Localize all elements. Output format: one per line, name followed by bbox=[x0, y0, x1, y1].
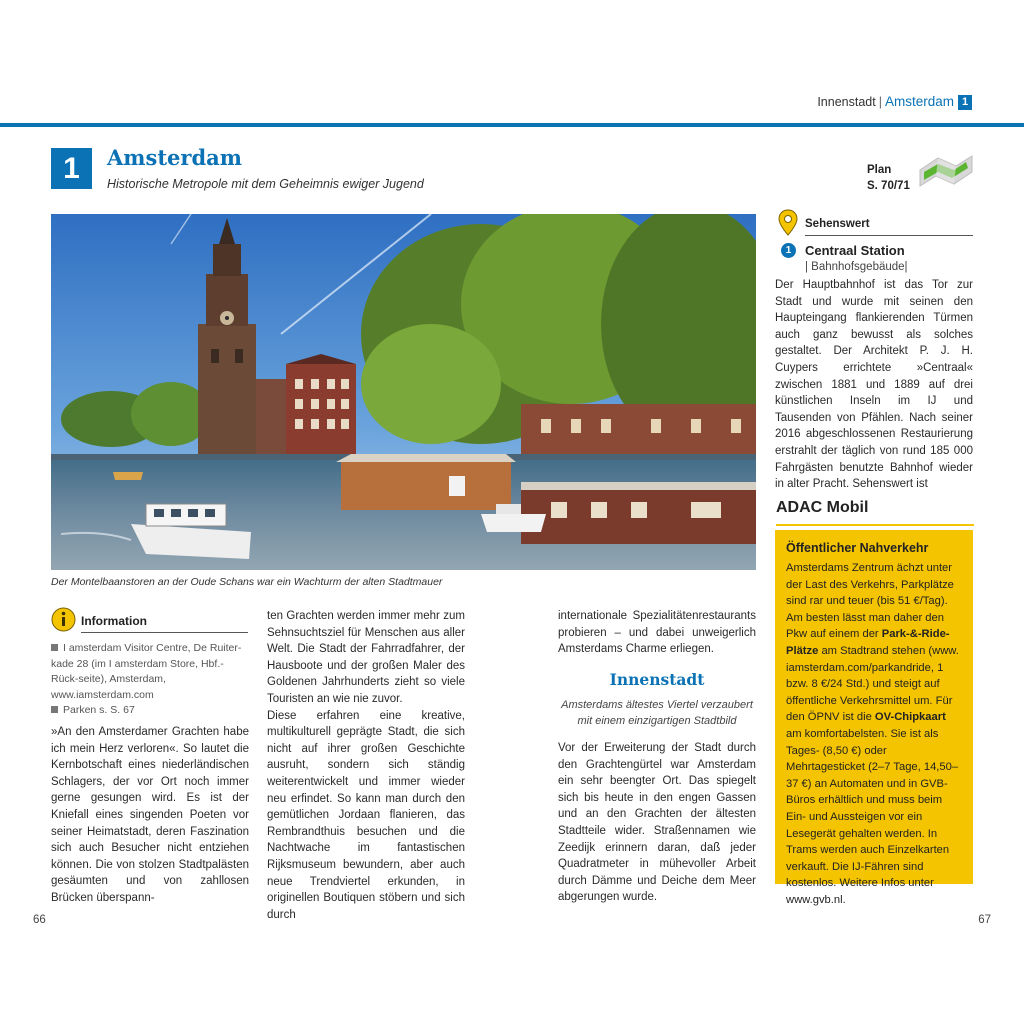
sight-name: Centraal Station bbox=[805, 243, 905, 258]
paragraph-continued: ten Grachten werden immer mehr zum Sehnsuchtsziel für Menschen aus aller Welt. Die Stadt der Fahrradfahrer, der Hausboote und der großen Maler des Goldenen Jahrhunderts zieht so viele Touristen an wie nie zuvor. bbox=[267, 610, 465, 705]
running-head-number: 1 bbox=[958, 95, 972, 110]
plan-reference[interactable] bbox=[867, 162, 910, 194]
body-column-3b bbox=[558, 740, 756, 906]
plan-pages: S. 70/71 bbox=[867, 180, 910, 192]
page-number-right: 67 bbox=[978, 914, 991, 926]
bullet-icon bbox=[51, 706, 58, 713]
information-title: Information bbox=[81, 614, 147, 628]
sight-number-badge: 1 bbox=[781, 243, 796, 258]
location-pin-icon bbox=[777, 209, 799, 237]
hero-photo bbox=[51, 214, 756, 570]
top-rule bbox=[0, 123, 1024, 127]
park-and-ride-term: Park-&-Ride-Plätze bbox=[786, 628, 950, 657]
section-title: Innenstadt bbox=[609, 670, 705, 689]
paragraph-continued: internationale Spezialitätenrestaurants probieren – und dabei unweigerlich Amsterdams Charme erliegen. bbox=[558, 610, 756, 656]
running-head-current: Amsterdam bbox=[884, 94, 954, 109]
photo-caption: Der Montelbaanstoren an der Oude Schans war ein Wachturm der alten Stadtmauer bbox=[51, 576, 443, 588]
sehenswert-heading: Sehenswert bbox=[805, 218, 870, 230]
running-head-section: Innenstadt bbox=[817, 95, 876, 109]
map-plan-icon bbox=[918, 148, 974, 190]
body-column-1 bbox=[51, 724, 249, 907]
adac-mobil-box bbox=[775, 530, 973, 906]
information-item: I amsterdam Visitor Centre, De Ruiter-kade 28 (im I amsterdam Store, Hbf.-Rück-seite), Amsterdam, www.iamsterdam.com bbox=[51, 642, 242, 701]
running-head bbox=[817, 94, 972, 110]
sight-type: | Bahnhofsgebäude| bbox=[805, 261, 908, 273]
section-subtitle: Amsterdams ältestes Viertel verzaubert mit einem einzigartigen Stadtbild bbox=[561, 699, 753, 727]
paragraph: Diese erfahren eine kreative, multikulturell geprägte Stadt, die sich nicht auf ihrer großen Geschichte ausruht, sondern sich ständig weiterentwickelt und immer wieder neu erfindet. So kann man durch den gemütlichen Jordaan flanieren, das Rembrandthuis besuchen und die Nachtwache im fantastischen Rijksmuseum bewundern, aber auch neue Trendviertel erkunden, in originellen Boutiquen stöbern und sich durch bbox=[267, 709, 465, 921]
chapter-number: 1 bbox=[51, 148, 92, 189]
sehenswert-rule bbox=[805, 235, 973, 236]
information-rule bbox=[81, 632, 248, 633]
body-column-2 bbox=[267, 608, 465, 923]
plan-label: Plan bbox=[867, 164, 892, 176]
sight-description: Der Hauptbahnhof ist das Tor zur Stadt und wurde mit seinen den Haupteingang flankierenden Türmen auch ganz bewusst als solches gestaltet. Der Architekt P. J. H. Cuypers errichtete »Centraal« zwischen 1881 und 1889 auf drei künstlichen Inseln im IJ und Tausenden von Pfählen. Nach seiner 2016 abgeschlossenen Restaurierung erstrahlt der täglich von rund 185 000 Fahrgästen benutzte Bahnhof wieder in alter Pracht. Sehenswert ist bbox=[775, 279, 973, 491]
page-number-left: 66 bbox=[33, 914, 46, 926]
info-icon bbox=[51, 607, 76, 632]
ov-chipkaart-term: OV-Chipkaart bbox=[874, 711, 946, 724]
adac-box-title: Öffentlicher Nahverkehr bbox=[786, 541, 929, 555]
body-column-3a bbox=[558, 608, 756, 658]
chapter-title: Amsterdam bbox=[107, 145, 242, 170]
information-item: Parken s. S. 67 bbox=[51, 703, 249, 719]
bullet-icon bbox=[51, 644, 58, 651]
adac-mobil-rule bbox=[776, 524, 974, 526]
chapter-subtitle: Historische Metropole mit dem Geheimnis ewiger Jugend bbox=[107, 177, 424, 191]
information-list bbox=[51, 641, 249, 719]
paragraph: Vor der Erweiterung der Stadt durch den Grachtengürtel war Amsterdam ein sehr beengter Ort. Das spiegelt sich bis heute in den engen Gassen und an den Grachten der ältesten Stadtteile wider. Straßennamen wie Zeedijk erinnern daran, daß jeder Quadratmeter in mühevoller Arbeit durch Dämme und Deiche dem Meer abgerungen wurde. bbox=[558, 742, 756, 904]
adac-box-text: Amsterdams Zentrum ächzt unter der Last des Verkehrs, Parkplätze sind rar und teuer (bis 51 €/Tag). Am besten lässt man daher den Pkw auf einem der Park-&-Ride-Plätze am Stadtrand stehen (www. iamsterdam.com/parkandride, 1 bzw. 8 €/24 Std.) und steigt auf öffentliche Verkehrsmittel um. Für den ÖPNV ist die OV-Chipkaart am komfortabelsten. Sie ist als Tages- (8,50 €) oder Mehrtagesticket (2–7 Tage, 14,50–37 €) an Automaten und in GVB-Büros erhältlich und muss beim Ein- und Aussteigen vor ein Lesegerät gehalten werden. In Trams werden auch Einzelkarten verkauft. Die IJ-Fähren sind kostenlos. Weitere Infos unter www.gvb.nl. bbox=[786, 562, 959, 906]
running-head-separator: | bbox=[878, 95, 882, 109]
adac-mobil-heading: ADAC Mobil bbox=[776, 499, 869, 516]
intro-paragraph: »An den Amsterdamer Grachten habe ich mein Herz verloren«. So lautet die Kernbotschaft eines niederländischen Schlagers, der vor Ort noch immer gerne gesungen wird. Es ist der Kniefall eines singenden Poeten vor seiner Heimatstadt, deren Faszination sich auch Besucher nicht entziehen können. Die von stolzen Stadtpalästen gesäumten und von zahllosen Brücken überspann- bbox=[51, 726, 249, 904]
